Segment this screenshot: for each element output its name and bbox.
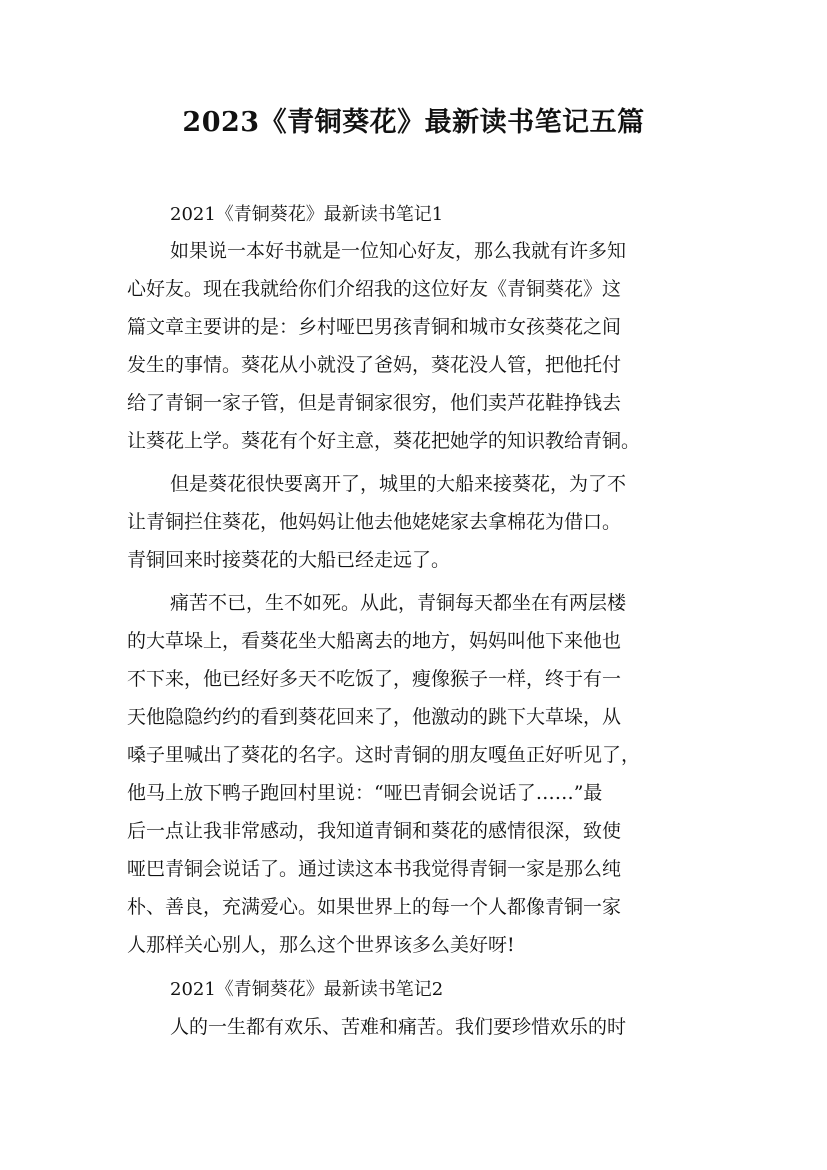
paragraph-line: 人的一生都有欢乐、苦难和痛苦。我们要珍惜欢乐的时 [170, 1016, 627, 1038]
paragraph-line: 他马上放下鸭子跑回村里说：“哑巴青铜会说话了……”最 [127, 782, 603, 804]
paragraph-line: 人那样关心别人，那么这个世界该多么美好呀! [127, 934, 515, 956]
paragraph-line: 心好友。现在我就给你们介绍我的这位好友《青铜葵花》这 [127, 278, 622, 300]
paragraph-line: 篇文章主要讲的是：乡村哑巴男孩青铜和城市女孩葵花之间 [127, 316, 622, 338]
paragraph-line: 青铜回来时接葵花的大船已经走远了。 [127, 549, 451, 571]
paragraph-line: 但是葵花很快要离开了，城里的大船来接葵花，为了不 [170, 473, 627, 495]
paragraph-line: 给了青铜一家子管，但是青铜家很穷，他们卖芦花鞋挣钱去 [127, 392, 622, 414]
paragraph-line: 不下来，他已经好多天不吃饭了，瘦像猴子一样，终于有一 [127, 668, 622, 690]
document-title: 2023《青铜葵花》最新读书笔记五篇 [182, 107, 645, 138]
paragraph-line: 让葵花上学。葵花有个好主意，葵花把她学的知识教给青铜。 [127, 430, 641, 452]
paragraph-line: 的大草垛上，看葵花坐大船离去的地方，妈妈叫他下来他也 [127, 630, 622, 652]
paragraph-line: 后一点让我非常感动，我知道青铜和葵花的感情很深，致使 [127, 820, 622, 842]
paragraph-line: 让青铜拦住葵花，他妈妈让他去他姥姥家去拿棉花为借口。 [127, 511, 622, 533]
paragraph-line: 天他隐隐约约的看到葵花回来了，他激动的跳下大草垛，从 [127, 706, 622, 728]
section-heading-2: 2021《青铜葵花》最新读书笔记2 [170, 979, 444, 1000]
paragraph-line: 哑巴青铜会说话了。通过读这本书我觉得青铜一家是那么纯 [127, 858, 622, 880]
section-heading-1: 2021《青铜葵花》最新读书笔记1 [170, 204, 444, 225]
paragraph-line: 朴、善良，充满爱心。如果世界上的每一个人都像青铜一家 [127, 896, 622, 918]
paragraph-line: 痛苦不已，生不如死。从此，青铜每天都坐在有两层楼 [170, 592, 627, 614]
paragraph-line: 发生的事情。葵花从小就没了爸妈，葵花没人管，把他托付 [127, 354, 622, 376]
paragraph-line: 如果说一本好书就是一位知心好友，那么我就有许多知 [170, 240, 627, 262]
paragraph-line: 嗓子里喊出了葵花的名字。这时青铜的朋友嘎鱼正好听见了， [127, 744, 641, 766]
